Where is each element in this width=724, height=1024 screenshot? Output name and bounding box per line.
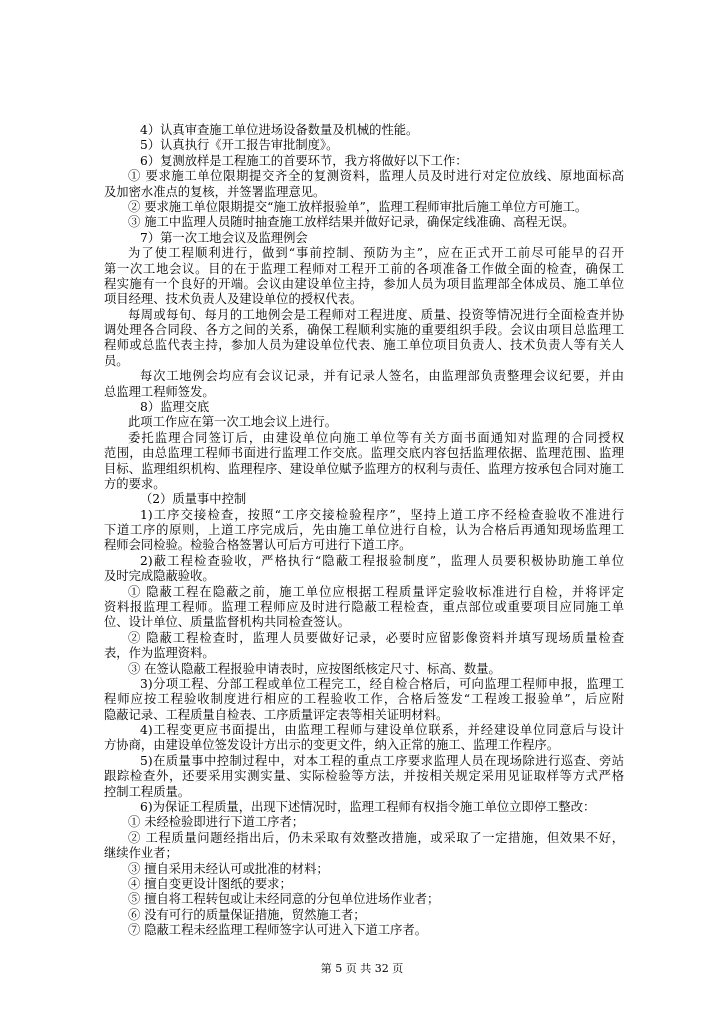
text-line: 下道工序的原则，上道工序完成后，先由施工单位进行自检，认为合格后再通知现场监理工 [104, 523, 624, 537]
text-line: 目标、监理组织机构、监理程序、建设单位赋予监理方的权利与责任、监理方按承包合同对施工 [104, 461, 624, 476]
text-line: 此项工作应在第一次工地会议上进行。 [128, 415, 338, 430]
text-line: ④ 擅自变更设计图纸的要求； [128, 876, 292, 891]
text-line: ③ 擅自采用未经认可或批准的材料； [128, 861, 329, 876]
text-line: 表，作为监理资料。 [104, 646, 215, 661]
text-line: ③ 在签认隐蔽工程报验申请表时，应按图纸核定尺寸、标高、数量。 [128, 661, 501, 676]
page-footer: 第 5 页 共 32 页 [320, 962, 404, 975]
text-line: 委托监理合同签订后，由建设单位向施工单位等有关方面书面通知对监理的合同授权 [128, 430, 624, 445]
text-line: 6）复测放样是工程施工的首要环节，我方将做好以下工作： [140, 153, 468, 168]
text-line: 5)在质量事中控制过程中，对本工程的重点工序要求监理人员在现场除进行巡查、旁站 [140, 753, 624, 768]
text-line: ② 工程质量问题经指出后，仍未采取有效整改措施，或采取了一定措施，但效果不好， [128, 830, 624, 845]
text-line: ⑥ 没有可行的质量保证措施，贸然施工者； [128, 907, 366, 922]
text-line: 调处理各合同段、各方之间的关系，确保工程顺利实施的重要组织手段。会议由项目总监理工 [104, 323, 624, 337]
text-line: ⑤ 擅自将工程转包或让未经同意的分包单位进场作业者； [128, 892, 440, 907]
text-line: 程实施有一个良好的开端。会议由建设单位主持，参加人员为项目监理部全体成员、施工单位 [104, 276, 624, 291]
section-heading: （2）质量事中控制 [140, 492, 247, 507]
text-line: ② 隐蔽工程检查时，监理人员要做好记录，必要时应留影像资料并填写现场质量检查 [128, 630, 624, 645]
text-line: ② 要求施工单位限期提交“施工放样报验单”，监理工程师审批后施工单位方可施工。 [128, 199, 588, 214]
text-line: 控制工程质量。 [104, 784, 191, 799]
text-line: 6)为保证工程质量，出现下述情况时，监理工程师有权指令施工单位立即停工整改： [140, 799, 596, 814]
text-line: 为了使工程顺利进行，做到“事前控制、预防为主”，应在正式开工前尽可能早的召开 [128, 246, 624, 261]
text-line: 方协商，由建设单位签发设计方出示的变更文件，纳入正常的施工、监理工作程序。 [104, 738, 559, 753]
text-line: 范围，由总监理工程师书面进行监理工作交底。监理交底内容包括监理依据、监理范围、监理 [104, 446, 624, 461]
section-heading: 7）第一次工地会议及监理例会 [140, 230, 308, 245]
text-line: 资料报监理工程师。监理工程师应及时进行隐蔽工程检查，重点部位或重要项目应同施工单 [104, 599, 624, 614]
text-line: 2)蔽工程检查验收，严格执行“隐蔽工程报验制度”，监理人员要积极协助施工单位 [140, 553, 624, 568]
text-line: 及时完成隐蔽验收。 [104, 569, 215, 584]
text-line: 方的要求。 [104, 476, 166, 491]
text-line: 3)分项工程、分部工程或单位工程完工，经自检合格后，可向监理工程师申报，监理工 [140, 676, 624, 691]
text-line: ① 要求施工单位限期提交齐全的复测资料，监理人员及时进行对定位放线、原地面标高 [128, 169, 624, 184]
text-line: ① 隐蔽工程在隐蔽之前，施工单位应根据工程质量评定验收标准进行自检，并将评定 [128, 584, 624, 599]
text-line: 程师会同检验。检验合格签署认可后方可进行下道工序。 [104, 538, 412, 553]
text-line: 每次工地例会均应有会议记录，并有记录人签名，由监理部负责整理会议纪要，并由 [140, 369, 624, 384]
text-line: 跟踪检查外，还要采用实测实量、实际检验等方法，并按相关规定采用见证取样等方式严格 [104, 769, 624, 784]
text-line: 5）认真执行《开工报告审批制度》。 [140, 138, 339, 153]
text-line: 4)工程变更应书面提出，由监理工程师与建设单位联系，并经建设单位同意后与设计 [140, 723, 624, 737]
text-line: 位、设计单位、质量监督机构共同检查签认。 [104, 615, 350, 630]
text-line: 4）认真审查施工单位进场设备数量及机械的性能。 [140, 123, 419, 137]
text-line: 程师或总监代表主持，参加人员为建设单位代表、施工单位项目负责人、技术负责人等有关人 [104, 338, 624, 353]
text-line: ⑦ 隐蔽工程未经监理工程师签字认可进入下道工序者。 [128, 923, 428, 937]
text-line: 继续作业者； [104, 846, 178, 861]
text-line: 第一次工地会议。目的在于监理工程师对工程开工前的各项准备工作做全面的检查，确保工 [104, 261, 624, 276]
text-line: 总监理工程师签发。 [104, 384, 215, 399]
text-line: 项目经理、技术负责人及建设单位的授权代表。 [104, 292, 363, 307]
text-line: ③ 施工中监理人员随时抽查施工放样结果并做好记录，确保定线准确、高程无误。 [128, 215, 575, 230]
text-line: 每周或每旬、每月的工地例会是工程师对工程进度、质量、投资等情况进行全面检查并协 [128, 307, 624, 322]
text-line: 程师应按工程验收制度进行相应的工程验收工作，合格后签发“工程竣工报验单”，后应附 [104, 692, 624, 707]
text-line: ① 未经检验即进行下道工序者； [128, 815, 305, 830]
text-line: 及加密水准点的复核，并签署监理意见。 [104, 184, 326, 199]
text-line: 1)工序交接检查，按照“工序交接检验程序”，坚持上道工序不经检查验收不准进行 [140, 507, 624, 522]
text-line: 员。 [104, 353, 129, 368]
section-heading: 8）监理交底 [140, 399, 210, 414]
text-line: 隐蔽记录、工程质量自检表、工序质量评定表等相关证明材料。 [104, 707, 449, 722]
